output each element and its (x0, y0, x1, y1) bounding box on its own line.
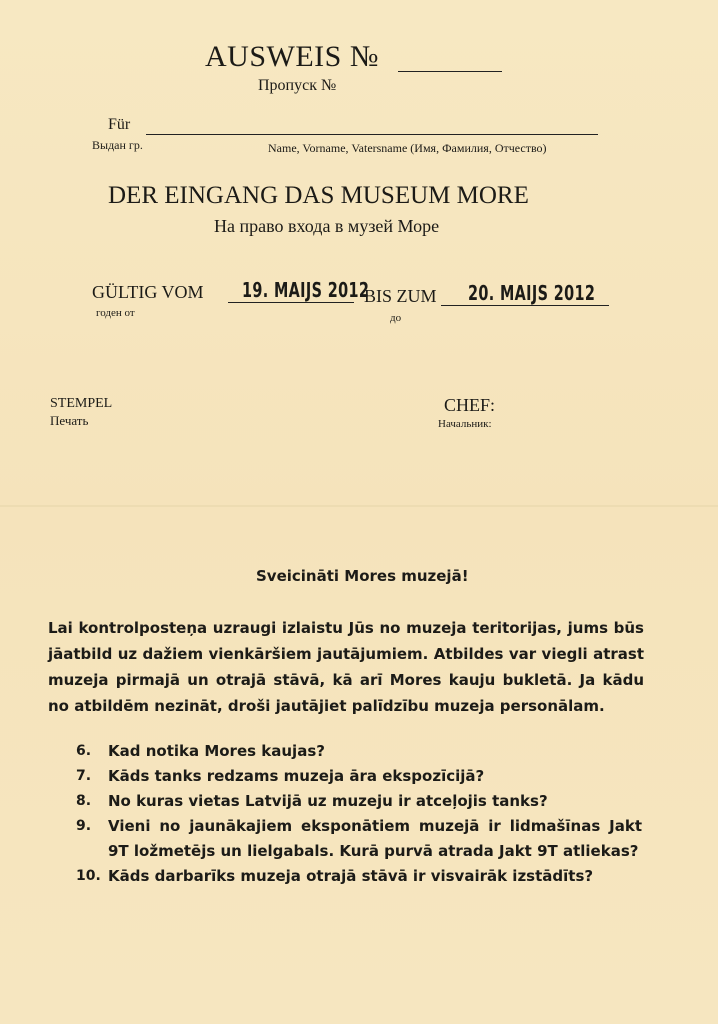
question-text: Kad notika Mores kaujas? (108, 742, 325, 760)
stamp-label-ru: Печать (50, 413, 89, 428)
stamp-label: STEMPEL (50, 396, 113, 411)
question-number: 8. (76, 793, 92, 809)
page-fold (0, 505, 718, 507)
chef-label-ru: Начальник: (438, 418, 492, 430)
pass-title-ru: Пропуск № (258, 77, 337, 94)
question-text: Kāds tanks redzams muzeja āra ekspozīcijā? (108, 767, 485, 785)
valid-to-ru: до (390, 312, 402, 324)
intro-paragraph: Lai kontrolposteņa uzraugi izlaistu Jūs no muzeja teritorijas, jums būs jāatbild uz dažiem vienkāršiem jautājumiem. Atbildes var viegli atrast muzeja pirmajā un otrajā stāvā, kā arī Mores kauju bukletā. Ja kādu no atbildēm nezināt, droši jautājiet palīdzību muzeja personālam. (48, 619, 644, 715)
list-item (76, 814, 642, 864)
issued-to-ru: Выдан гр. (92, 138, 143, 152)
name-caption: Name, Vorname, Vatersname (Имя, Фамилия, Отчество) (268, 141, 547, 155)
valid-from-ru: годен от (96, 307, 135, 319)
list-item (76, 789, 642, 814)
list-item (76, 739, 642, 764)
question-list (76, 739, 642, 889)
question-number: 9. (76, 818, 92, 834)
valid-to-label: BIS ZUM (364, 286, 437, 306)
question-number: 7. (76, 768, 92, 784)
question-text: No kuras vietas Latvijā uz muzeju ir atceļojis tanks? (108, 792, 548, 810)
question-text: Vieni no jaunākajiem eksponātiem muzejā ir lidmašīnas Jakt 9T ložmetējs un lielgabals. Kurā purvā atrada Jakt 9T atliekas? (108, 817, 642, 860)
name-line (146, 134, 598, 135)
welcome-heading: Sveicināti Mores muzejā! (256, 567, 469, 585)
museum-heading-ru: На право входа в музей Море (214, 216, 440, 236)
pass-title: AUSWEIS № (205, 40, 379, 73)
for-label: Für (108, 116, 131, 133)
question-number: 6. (76, 743, 92, 759)
chef-label: CHEF: (444, 395, 496, 415)
question-text: Kāds darbarīks muzeja otrajā stāvā ir visvairāk izstādīts? (108, 867, 594, 885)
valid-from-stamp: 19. MAIJS 2012 (242, 278, 370, 302)
museum-heading: DER EINGANG DAS MUSEUM MORE (108, 182, 529, 209)
valid-from-label: GÜLTIG VOM (92, 282, 204, 302)
valid-to-stamp: 20. MAIJS 2012 (468, 281, 596, 305)
list-item (76, 764, 642, 789)
valid-from-line (228, 302, 354, 303)
valid-to-line (441, 305, 609, 306)
list-item (76, 864, 642, 889)
pass-number-line (398, 71, 502, 72)
question-number: 10. (76, 868, 101, 884)
